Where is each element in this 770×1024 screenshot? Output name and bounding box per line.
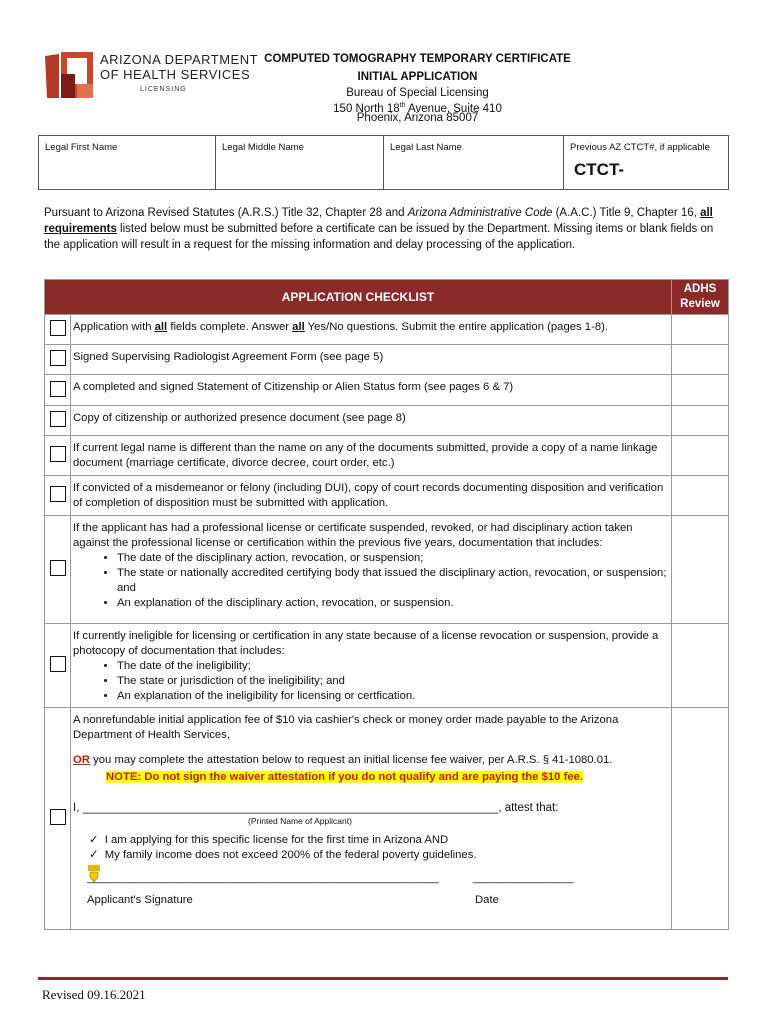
attestation-check-1: ✓ I am applying for this specific license for the first time in Arizona AND [89,834,449,846]
checklist-row [45,516,729,624]
checkmark-icon: ✓ [89,834,99,846]
adhs-review-cell[interactable] [672,436,729,476]
checkbox-ineligibility[interactable] [50,656,66,672]
logo-subtitle: LICENSING [140,86,187,93]
bureau-name: Bureau of Special Licensing [346,87,489,99]
logo-line-2: OF HEALTH SERVICES [100,67,251,82]
application-checklist-table [44,279,729,930]
checklist-item-text: If currently ineligible for licensing or certification in any state because of a license revocation or suspension, provide a photocopy of documentation that includes: • The date of the ineligibility; • The state or jurisdiction of the ineligibility; and • An explanation of the ineligibility for licensing or certfication. [71,624,672,708]
checkbox-court-records[interactable] [50,486,66,502]
revision-date: Revised 09.16.2021 [42,987,146,1002]
checklist-row [45,345,729,375]
checklist-row [45,624,729,708]
checkbox-complete-application[interactable] [50,320,66,336]
checklist-item-text: If current legal name is different than the name on any of the documents submitted, provide a copy of a name linkage document (marriage certificate, divorce decree, court order, etc.) [71,436,672,476]
adhs-review-cell[interactable] [672,516,729,624]
checkbox-citizenship-document[interactable] [50,411,66,427]
checklist-item-text: If convicted of a misdemeanor or felony (including DUI), copy of court records documenting disposition and verification of completion of disposition must be submitted with application. [71,476,672,516]
checkbox-citizenship-statement[interactable] [50,381,66,397]
printed-name-input[interactable]: _________________________________________________________________ [82,802,499,814]
checklist-row [45,375,729,406]
checklist-item-text: A nonrefundable initial application fee of $10 via cashier's check or money order made payable to the Arizona Department of Health Services, OR you may complete the attestation below to request an initial license fee waiver, per A.R.S. § 41-1080.01. NOTE: Do not sign the waiver attestation if you do not qualify and are paying the $10 fee. I, _________________________________________________________________, attest that: (Printed Name of Applicant) ✓ I am applying for this specific license for the first time in Arizona AND ✓ My family income does not exceed 200% of the federal poverty guidelines. ________________________________________________________ ________________ Applicant's Signature Date [71,708,672,930]
adhs-logo-icon [45,52,93,98]
intro-paragraph: Pursuant to Arizona Revised Statutes (A.R.S.) Title 32, Chapter 28 and Arizona Administrative Code (A.A.C.) Title 9, Chapter 16, all requirements listed below must be submitted before a certificate can be issued by the Department. Missing items or blank fields on the application will result in a request for the missing information and delay processing of the application. [44,207,714,251]
adhs-review-cell[interactable] [672,708,729,930]
name-fields-grid [38,135,729,190]
checklist-item-text: Signed Supervising Radiologist Agreement Form (see page 5) [71,345,672,375]
adhs-review-cell[interactable] [672,345,729,375]
adhs-review-cell[interactable] [672,315,729,345]
signature-input[interactable]: ________________________________________________________ [87,872,439,884]
bullet-item: • The state or nationally accredited certifying body that issued the disciplinary action, revocation, or suspension; and [117,566,669,596]
checklist-row [45,406,729,436]
signature-row [73,865,669,893]
checklist-row [45,708,729,930]
previous-ctct-field[interactable]: Previous AZ CTCT#, if applicable CTCT- [570,142,710,179]
checkbox-name-linkage[interactable] [50,446,66,462]
checklist-item-text: A completed and signed Statement of Citizenship or Alien Status form (see pages 6 & 7) [71,375,672,406]
printed-name-label: (Printed Name of Applicant) [248,816,352,826]
bullet-item: • An explanation of the ineligibility for licensing or certfication. [117,689,669,704]
checkbox-fee-or-waiver[interactable] [50,809,66,825]
waiver-note: NOTE: Do not sign the waiver attestation if you do not qualify and are paying the $10 fee. [106,771,584,783]
bullet-item: • The date of the ineligibility; [117,659,669,674]
attestation-check-2: ✓ My family income does not exceed 200% of the federal poverty guidelines. [89,849,477,861]
footer-divider [38,977,728,980]
checklist-row [45,476,729,516]
bureau-address: 150 North 18th Avenue, Suite 410 [333,102,502,115]
adhs-review-cell[interactable] [672,624,729,708]
logo-line-1: ARIZONA DEPARTMENT [100,52,259,67]
adhs-review-heading: ADHS Review [672,280,729,315]
ctct-prefix: CTCT- [574,160,625,179]
attestation-line: I, _________________________________________________________________, attest that: [73,802,559,814]
date-label: Date [475,894,499,906]
checklist-item-text: If the applicant has had a professional license or certificate suspended, revoked, or had disciplinary action taken against the professional license or certification within the previous five years, documentation that includes: • The date of the disciplinary action, revocation, or suspension; • The state or nationally accredited certifying body that issued the disciplinary action, revocation, or suspension; and • An explanation of the disciplinary action, revocation, or suspension. [71,516,672,624]
bureau-city: Phoenix, Arizona 85007 [356,112,479,124]
bullet-item: • The date of the disciplinary action, revocation, or suspension; [117,551,669,566]
legal-middle-name-field[interactable]: Legal Middle Name [216,136,384,189]
signature-label: Applicant's Signature [87,894,193,906]
checklist-heading: APPLICATION CHECKLIST [45,280,672,315]
adhs-review-cell[interactable] [672,476,729,516]
checklist-item-text: Application with all fields complete. Answer all Yes/No questions. Submit the entire application (pages 1-8). [71,315,672,345]
checklist-row [45,436,729,476]
checklist-row [45,315,729,345]
form-subtitle: INITIAL APPLICATION [357,71,478,83]
or-label: OR [73,754,90,766]
date-input[interactable]: ________________ [473,872,574,884]
checkbox-radiologist-agreement[interactable] [50,350,66,366]
adhs-review-cell[interactable] [672,406,729,436]
checklist-item-text: Copy of citizenship or authorized presence document (see page 8) [71,406,672,436]
adhs-review-cell[interactable] [672,375,729,406]
legal-last-name-field[interactable]: Legal Last Name [384,136,564,189]
bullet-item: • The state or jurisdiction of the ineligibility; and [117,674,669,689]
checkbox-disciplinary-action[interactable] [50,560,66,576]
legal-first-name-field[interactable]: Legal First Name [39,136,216,189]
form-title: COMPUTED TOMOGRAPHY TEMPORARY CERTIFICATE [264,53,571,65]
bullet-item: • An explanation of the disciplinary action, revocation, or suspension. [117,596,669,611]
checkmark-icon: ✓ [89,849,99,861]
